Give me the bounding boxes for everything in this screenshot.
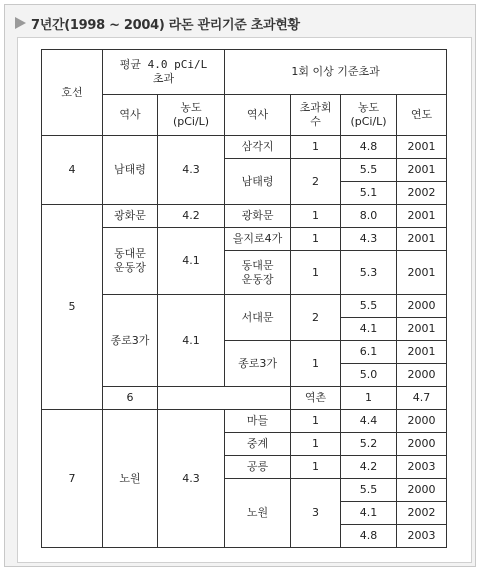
avg-station-cell: 광화문 — [103, 205, 158, 228]
header-avg-group — [103, 50, 225, 95]
ex-year-cell: 2001 — [397, 318, 447, 341]
ex-conc-cell: 6.1 — [341, 341, 397, 364]
ex-count-cell: 1 — [341, 387, 397, 410]
table-row — [42, 387, 447, 410]
ex-year-cell: 2001 — [397, 159, 447, 182]
ex-conc-cell: 4.4 — [341, 410, 397, 433]
header-row-1 — [42, 50, 447, 95]
avg-station-line1: 동대문 — [114, 247, 146, 260]
ex-conc-cell: 4.7 — [397, 387, 447, 410]
ex-conc-cell: 5.5 — [341, 479, 397, 502]
header-ex-year: 연도 — [397, 95, 447, 136]
ex-year-cell: 2000 — [397, 364, 447, 387]
ex-station-line1: 동대문 — [241, 258, 274, 272]
header-row-2 — [42, 95, 447, 136]
ex-station-cell: 남태령 — [225, 159, 291, 205]
table-row — [42, 228, 447, 251]
radon-table — [41, 49, 447, 548]
ex-year-cell: 2003 — [397, 525, 447, 548]
header-ex-conc — [341, 95, 397, 136]
header-ex-conc-line1: 농도 — [357, 101, 380, 114]
ex-conc-cell: 4.8 — [341, 525, 397, 548]
avg-conc-cell: 4.1 — [158, 295, 225, 387]
ex-conc-cell: 5.2 — [341, 433, 397, 456]
section-title — [15, 12, 300, 34]
ex-year-cell: 2001 — [397, 228, 447, 251]
avg-station-cell: 노원 — [103, 410, 158, 548]
line-cell: 4 — [42, 136, 103, 205]
header-avg-group-line1: 평균 4.0 pCi/L — [119, 58, 208, 71]
content-frame — [4, 4, 476, 567]
header-avg-group-line2: 초과 — [152, 72, 175, 85]
header-avg-conc-line2: (pCi/L) — [172, 115, 210, 128]
ex-count-cell: 1 — [291, 228, 341, 251]
avg-empty-cell — [158, 387, 291, 410]
ex-year-cell: 2001 — [397, 251, 447, 295]
avg-station-cell: 종로3가 — [103, 295, 158, 387]
header-ex-station: 역사 — [225, 95, 291, 136]
header-exceed-group: 1회 이상 기준초과 — [225, 50, 447, 95]
ex-station-cell: 종로3가 — [225, 341, 291, 387]
ex-count-cell: 1 — [291, 433, 341, 456]
ex-year-cell: 2001 — [397, 136, 447, 159]
avg-conc-cell: 4.2 — [158, 205, 225, 228]
ex-conc-cell: 5.3 — [341, 251, 397, 295]
ex-station-cell — [225, 251, 291, 295]
ex-year-cell: 2001 — [397, 341, 447, 364]
ex-station-line2: 운동장 — [241, 272, 274, 286]
ex-year-cell: 2002 — [397, 182, 447, 205]
header-ex-count-line2: 수 — [310, 115, 321, 128]
avg-conc-cell: 4.1 — [158, 228, 225, 295]
title-text: 7년간(1998 ~ 2004) 라돈 관리기준 초과현황 — [31, 17, 300, 33]
ex-station-cell: 공릉 — [225, 456, 291, 479]
ex-conc-cell: 4.3 — [341, 228, 397, 251]
ex-station-cell: 을지로4가 — [225, 228, 291, 251]
table-row — [42, 136, 447, 159]
avg-station-cell — [103, 228, 158, 295]
header-ex-conc-line2: (pCi/L) — [350, 115, 387, 128]
ex-conc-cell: 4.8 — [341, 136, 397, 159]
ex-year-cell: 2001 — [397, 205, 447, 228]
ex-station-cell: 중계 — [225, 433, 291, 456]
ex-station-cell: 광화문 — [225, 205, 291, 228]
ex-year-cell: 2000 — [397, 295, 447, 318]
ex-station-cell: 마들 — [225, 410, 291, 433]
ex-station-cell: 삼각지 — [225, 136, 291, 159]
ex-conc-cell: 5.1 — [341, 182, 397, 205]
table-row — [42, 410, 447, 433]
avg-conc-cell: 4.3 — [158, 410, 225, 548]
ex-year-cell: 2000 — [397, 479, 447, 502]
header-avg-station: 역사 — [103, 95, 158, 136]
ex-count-cell: 1 — [291, 456, 341, 479]
ex-conc-cell: 8.0 — [341, 205, 397, 228]
ex-count-cell: 1 — [291, 410, 341, 433]
ex-conc-cell: 4.1 — [341, 502, 397, 525]
ex-count-cell: 2 — [291, 295, 341, 341]
ex-station-cell: 노원 — [225, 479, 291, 548]
ex-year-cell: 2000 — [397, 433, 447, 456]
header-ex-count-line1: 초과회 — [299, 101, 332, 114]
ex-count-cell: 1 — [291, 341, 341, 387]
avg-station-line2: 운동장 — [114, 261, 146, 274]
arrow-bullet-icon — [15, 17, 26, 29]
ex-conc-cell: 5.5 — [341, 295, 397, 318]
line-cell: 5 — [42, 205, 103, 410]
ex-conc-cell: 4.2 — [341, 456, 397, 479]
line-cell: 6 — [103, 387, 158, 410]
avg-conc-cell: 4.3 — [158, 136, 225, 205]
ex-station-cell: 역촌 — [291, 387, 341, 410]
ex-year-cell: 2003 — [397, 456, 447, 479]
ex-count-cell: 2 — [291, 159, 341, 205]
ex-year-cell: 2000 — [397, 410, 447, 433]
ex-count-cell: 1 — [291, 136, 341, 159]
line-cell: 7 — [42, 410, 103, 548]
header-ex-count — [291, 95, 341, 136]
header-avg-conc-line1: 농도 — [180, 101, 202, 114]
ex-count-cell: 1 — [291, 205, 341, 228]
table-row — [42, 295, 447, 318]
ex-station-cell: 서대문 — [225, 295, 291, 341]
header-avg-conc — [158, 95, 225, 136]
ex-conc-cell: 5.5 — [341, 159, 397, 182]
table-panel — [17, 37, 472, 563]
ex-conc-cell: 5.0 — [341, 364, 397, 387]
header-line: 호선 — [42, 50, 103, 136]
ex-conc-cell: 4.1 — [341, 318, 397, 341]
ex-count-cell: 1 — [291, 251, 341, 295]
ex-count-cell: 3 — [291, 479, 341, 548]
table-row — [42, 205, 447, 228]
ex-year-cell: 2002 — [397, 502, 447, 525]
avg-station-cell: 남태령 — [103, 136, 158, 205]
